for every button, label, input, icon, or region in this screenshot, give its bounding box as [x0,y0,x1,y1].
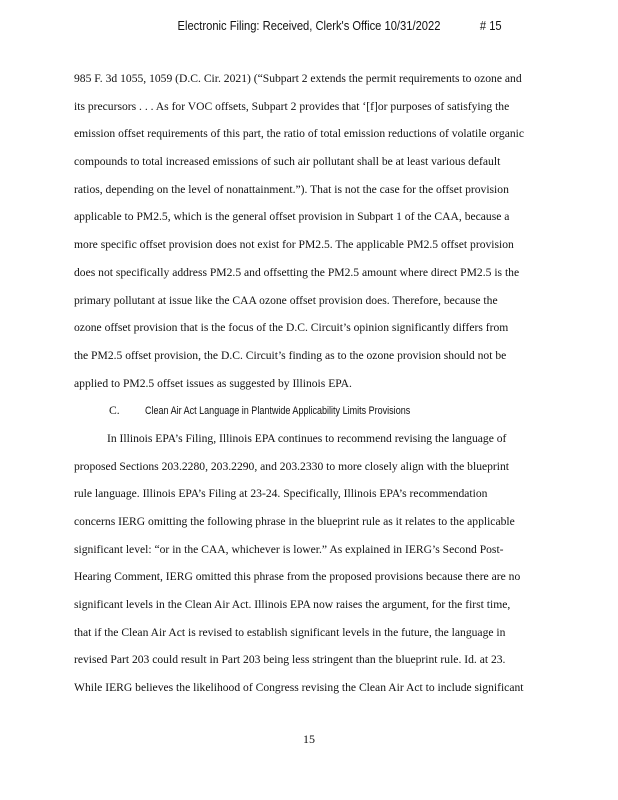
page-number: 15 [303,732,315,746]
text-line: 985 F. 3d 1055, 1059 (D.C. Cir. 2021) (“Subpart 2 extends the permit requirements to ozone and [74,72,522,85]
text-line: While IERG believes the likelihood of Congress revising the Clean Air Act to include significant [74,681,524,695]
text-line: the PM2.5 offset provision, the D.C. Circuit’s finding as to the ozone provision should not be [74,348,507,362]
text-line: more specific offset provision does not exist for PM2.5. The applicable PM2.5 offset provision [74,238,514,252]
text-line: significant levels in the Clean Air Act. Illinois EPA now raises the argument, for the first time, [74,598,511,612]
text-line: its precursors . . . As for VOC offsets, Subpart 2 provides that ‘[f]or purposes of satisfying the [74,99,510,113]
text-line: applied to PM2.5 offset issues as suggested by Illinois EPA. [74,376,352,390]
text-line: ratios, depending on the level of nonattainment.”). That is not the case for the offset provision [74,182,509,196]
text-line: revised Part 203 could result in Part 203 being less stringent than the blueprint rule. Id. at 23. [74,653,506,667]
text-line: primary pollutant at issue like the CAA ozone offset provision does. Therefore, because the [74,293,498,307]
text-line: emission offset requirements of this part, the ratio of total emission reductions of volatile organic [74,127,525,141]
filing-header [43,18,574,36]
text-line: significant level: “or in the CAA, whichever is lower.” As explained in IERG’s Second Post- [74,542,504,556]
section-letter: C. [109,404,120,418]
text-line: Hearing Comment, IERG omitted this phrase from the proposed provisions because there are no [74,570,521,584]
body-text [74,70,546,707]
text-line: compounds to total increased emissions of such air pollutant shall be at least various default [74,155,501,169]
text-line: ozone offset provision that is the focus of the D.C. Circuit’s opinion significantly differs from [74,321,509,335]
text-line: In Illinois EPA’s Filing, Illinois EPA continues to recommend revising the language of [107,431,507,445]
filing-notice: Electronic Filing: Received, Clerk's Office 10/31/2022 [177,18,441,33]
text-line: proposed Sections 203.2280, 203.2290, and 203.2330 to more closely align with the blueprint [74,459,510,473]
document-number: # 15 [479,18,502,33]
section-heading-text: Clean Air Act Language in Plantwide Applicability Limits Provisions [145,405,411,418]
section-heading [74,402,546,430]
text-line: does not specifically address PM2.5 and offsetting the PM2.5 amount where direct PM2.5 is the [74,265,520,279]
text-line: concerns IERG omitting the following phrase in the blueprint rule as it relates to the applicable [74,515,515,528]
text-line: rule language. Illinois EPA’s Filing at 23-24. Specifically, Illinois EPA’s recommendation [74,487,488,501]
text-line: that if the Clean Air Act is revised to establish significant levels in the future, the language in [74,625,506,639]
text-line: applicable to PM2.5, which is the general offset provision in Subpart 1 of the CAA, because a [74,210,510,224]
